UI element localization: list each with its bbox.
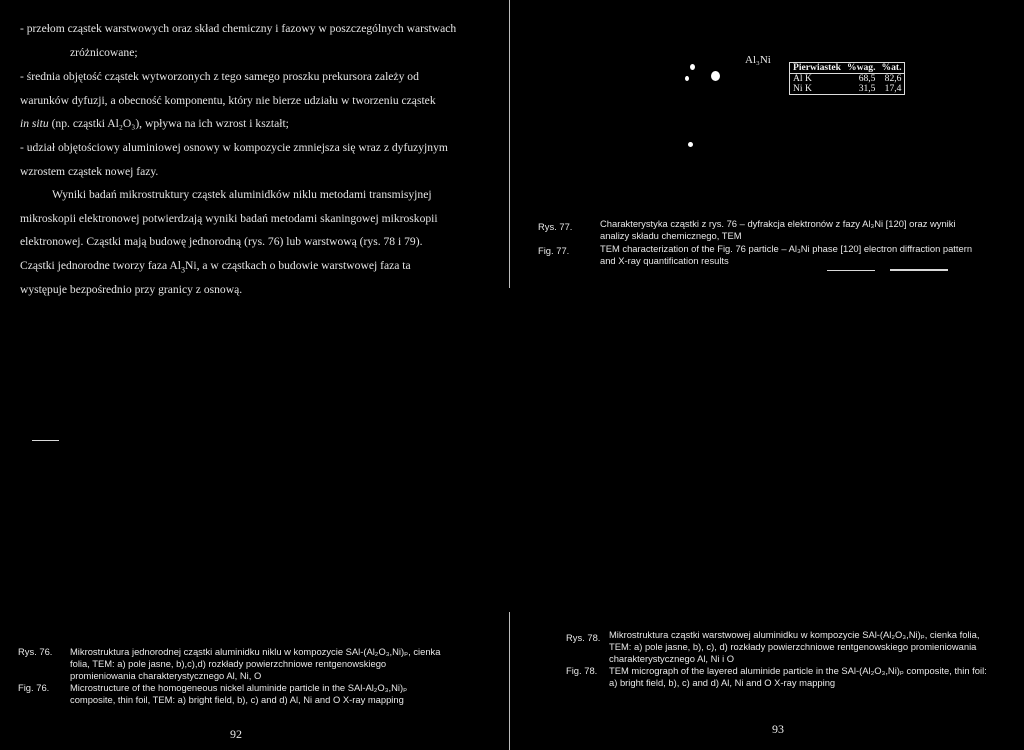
caption-label-en: Fig. 76. [18,682,50,693]
gutter-line-bottom [509,612,510,750]
figure-divider [32,440,59,441]
caption-line: and X-ray quantification results [600,255,729,266]
figure-divider [827,270,875,271]
page-number: 93 [772,722,784,736]
gutter-line-top [509,0,510,288]
text-line: - średnia objętość cząstek wytworzonych z tego samego proszku prekursora zależy od [20,70,419,83]
composition-table [789,62,905,95]
text-line: występuje bezpośrednio przy granicy z osnową. [20,283,243,296]
caption-line: Mikrostruktura cząstki warstwowej aluminidku w kompozycie SAl-(Al₂O₃,Ni)ₚ, cienka folia, [609,629,980,640]
caption-line: composite, thin foil, TEM: a) bright field, b), c) and d) Al, Ni and O X-ray mapping [70,694,404,705]
table-row: Al K 68,5 82,6 [793,73,902,84]
caption-line: analizy składu chemicznego, TEM [600,230,742,241]
diffraction-spot [690,64,695,70]
phase-label: Al₃Ni [745,54,771,66]
caption-label-pl: Rys. 78. [566,632,601,643]
text-line: wzrostem cząstek nowej fazy. [20,165,159,178]
table-header: %wag. [844,63,879,74]
caption-line: Charakterystyka cząstki z rys. 76 – dyfrakcja elektronów z fazy Al₃Ni [120] oraz wyniki [600,218,956,229]
diffraction-spot [688,142,693,147]
text-line: zróżnicowane; [70,46,138,59]
text-line: - udział objętościowy aluminiowej osnowy w kompozycie zmniejsza się wraz z dyfuzyjnym [20,141,448,154]
text-line-in-situ: in situ (np. cząstki Al₂O₃), wpływa na ich wzrost i kształt; [20,117,289,130]
caption-line: TEM micrograph of the layered aluminide particle in the SAl-(Al₂O₃,Ni)ₚ composite, thin foil: [609,665,987,676]
caption-line: folia, TEM: a) pole jasne, b),c),d) rozkłady powierzchniowe rentgenowskiego [70,658,387,669]
table-row: Ni K 31,5 17,4 [793,83,902,94]
table-header: %at. [878,63,904,74]
page-number: 92 [230,727,242,741]
table-header: Pierwiastek [790,63,844,74]
text-line: mikroskopii elektronowej potwierdzają wyniki badań metodami skaningowej mikroskopii [20,212,438,225]
diffraction-spot [685,76,689,81]
caption-label-en: Fig. 78. [566,665,598,676]
caption-line: TEM: a) pole jasne, b), c), d) rozkłady powierzchniowe rentgenowskiego promieniowania [609,641,977,652]
figure-divider [890,269,948,271]
caption-label-pl: Rys. 76. [18,646,53,657]
caption-line: TEM characterization of the Fig. 76 particle – Al₃Ni phase [120] electron diffraction pattern [600,243,973,254]
caption-label-pl: Rys. 77. [538,221,573,232]
text-line: Wyniki badań mikrostruktury cząstek aluminidków niklu metodami transmisyjnej [52,188,432,201]
caption-label-en: Fig. 77. [538,245,570,256]
caption-line: promieniowania charakterystycznego Al, Ni, O [70,670,262,681]
text-line: elektronowej. Cząstki mają budowę jednorodną (rys. 76) lub warstwową (rys. 78 i 79). [20,235,423,248]
text-line: warunków dyfuzji, a obecność komponentu, który nie bierze udziału w tworzeniu cząstek [20,94,436,107]
text-line-al3ni: Cząstki jednorodne tworzy faza $Al_3Ni$, a w cząstkach o budowie warstwowej faza ta [20,259,411,275]
caption-line: Microstructure of the homogeneous nickel aluminide particle in the SAl-Al₂O₃,Ni)ₚ [70,682,408,693]
caption-line: Mikrostruktura jednorodnej cząstki aluminidku niklu w kompozycie SAl-(Al₂O₃,Ni)ₚ, cienka [70,646,441,657]
caption-line: charakterystycznego Al, Ni i O [609,653,735,664]
text-line: - przełom cząstek warstwowych oraz skład chemiczny i fazowy w poszczególnych warstwach [20,22,457,35]
caption-line: a) bright field, b), c) and d) Al, Ni and O X-ray mapping [609,677,836,688]
diffraction-spot [711,71,720,81]
